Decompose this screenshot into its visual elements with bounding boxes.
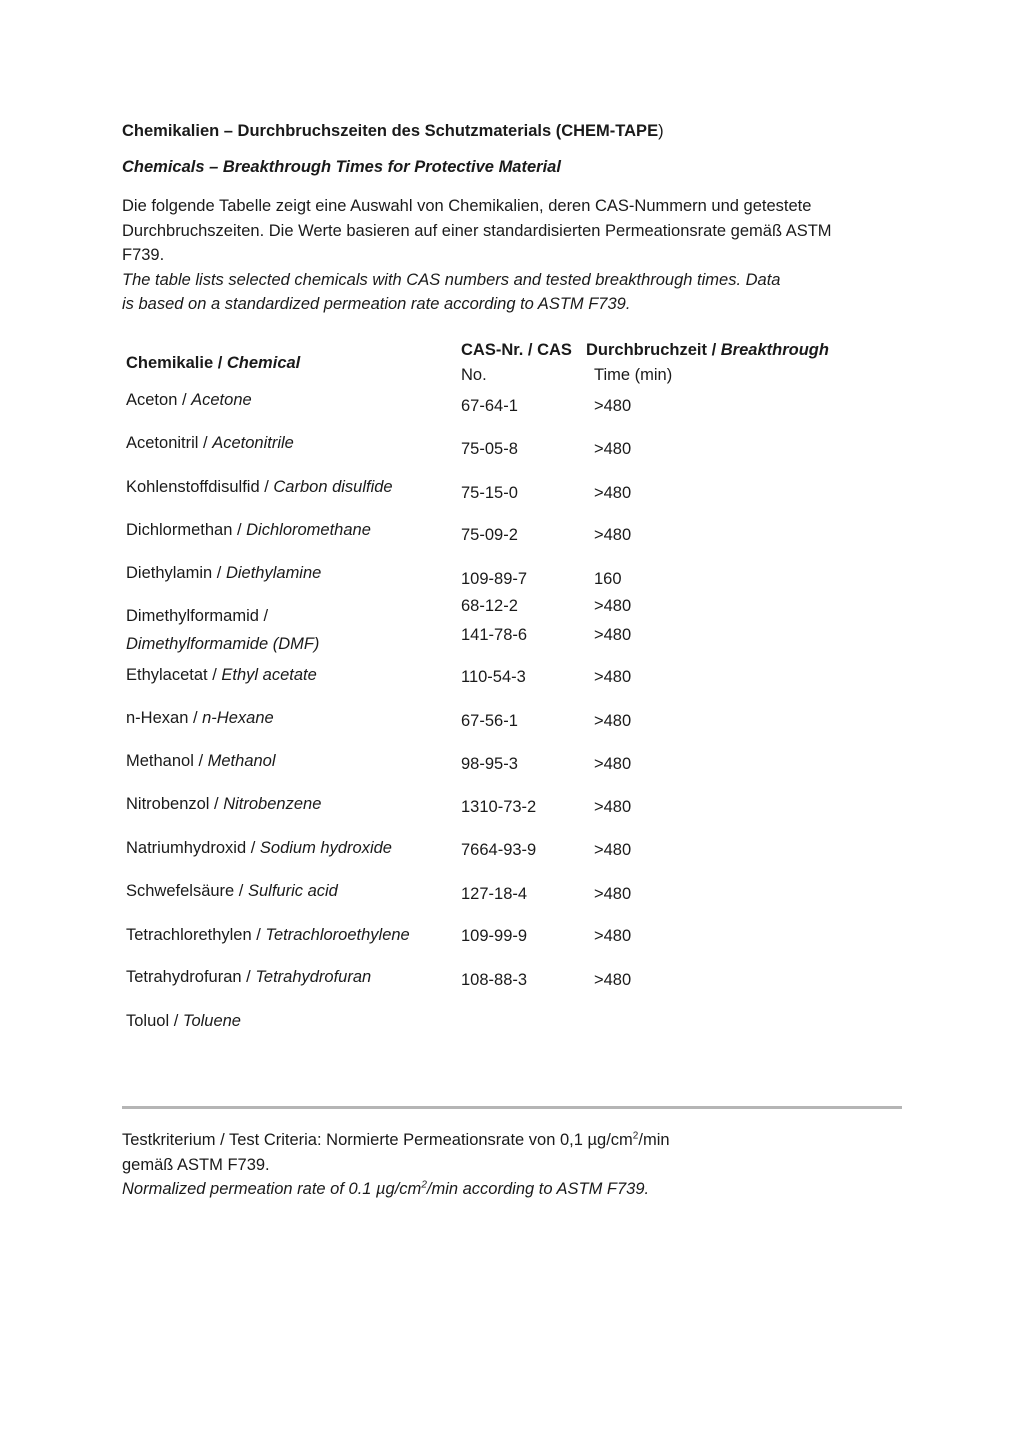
footer-line-3-text: Normalized permeation rate of 0.1 µg/cm: [122, 1180, 422, 1198]
row-time: >480: [594, 397, 632, 415]
row-cas: 109-89-7: [461, 570, 528, 588]
row-cas: 110-54-3: [461, 668, 526, 686]
chemical-en: Sodium hydroxide: [259, 839, 392, 857]
row-chemical-name: [126, 521, 371, 540]
row-chemical-name: [126, 926, 410, 945]
chemical-de: Schwefelsäure /: [126, 882, 248, 900]
chemical-de: Tetrahydrofuran /: [126, 968, 256, 986]
row-cas: 67-56-1: [461, 712, 518, 730]
row-cas: 127-18-4: [461, 885, 528, 903]
row-cas: 98-95-3: [461, 755, 518, 773]
row-time: >480: [594, 971, 632, 989]
row-time: >480: [594, 626, 632, 644]
row-chemical-name-de: Dimethylformamid /: [126, 607, 269, 625]
footer-line-1-unit: /min: [638, 1131, 670, 1149]
row-cas: 141-78-6: [461, 626, 528, 644]
header-time-de: Durchbruchzeit /: [586, 341, 721, 359]
chemical-en: Tetrachloroethylene: [265, 926, 410, 944]
row-cas: 7664-93-9: [461, 841, 537, 859]
footer-line-1-sup: 2: [632, 1130, 639, 1142]
intro-de-line: F739.: [122, 246, 165, 264]
document-title: [122, 122, 664, 141]
chemical-en: Tetrahydrofuran: [255, 968, 372, 986]
footer-line-3-sup: 2: [421, 1179, 427, 1191]
chemical-en: Sulfuric acid: [247, 882, 338, 900]
header-time-en: Breakthrough: [720, 341, 829, 359]
header-cas: CAS-Nr. / CAS: [461, 341, 572, 359]
row-chemical-name: [126, 434, 294, 453]
row-time: >480: [594, 755, 632, 773]
title-paren: ): [658, 122, 664, 140]
intro-de-line: Durchbruchszeiten. Die Werte basieren auf einer standardisierten Permeationsrate gemäß ASTM: [122, 221, 832, 240]
chemical-de: Aceton /: [126, 391, 192, 409]
chemical-de: Kohlenstoffdisulfid /: [126, 478, 274, 496]
row-chemical-name: [126, 1012, 241, 1031]
header-chemical: [126, 354, 300, 373]
row-chemical-name: [126, 968, 371, 987]
row-time: >480: [594, 798, 632, 816]
chemical-de: Acetonitril /: [126, 434, 213, 452]
row-cas: 109-99-9: [461, 927, 528, 945]
footer-line-3: [122, 1177, 670, 1202]
row-cas: 108-88-3: [461, 971, 528, 989]
footer-line-1: [122, 1128, 670, 1153]
title-main: Chemikalien – Durchbruchszeiten des Schutzmaterials (CHEM-TAPE: [122, 122, 659, 140]
header-time-line2: Time (min): [594, 366, 673, 384]
row-chemical-name: [126, 564, 321, 583]
row-time: 160: [594, 570, 622, 588]
row-chemical-name: [126, 882, 338, 901]
row-time: >480: [594, 484, 632, 502]
row-time: >480: [594, 927, 632, 945]
row-chemical-name: [126, 752, 276, 771]
chemical-en: Carbon disulfide: [273, 478, 393, 496]
chemical-en: Nitrobenzene: [223, 795, 322, 813]
chemical-en: n-Hexane: [202, 709, 274, 727]
row-chemical-name: [126, 839, 392, 858]
row-chemical-name: [126, 391, 252, 410]
intro-de-line: Die folgende Tabelle zeigt eine Auswahl von Chemikalien, deren CAS-Nummern und getestete: [122, 197, 812, 215]
row-time: >480: [594, 841, 632, 859]
row-cas: 67-64-1: [461, 397, 518, 415]
intro-german: [122, 194, 832, 317]
row-cas: 75-05-8: [461, 440, 518, 458]
row-cas: 1310-73-2: [461, 798, 537, 816]
chemical-en: Toluene: [182, 1012, 241, 1030]
footer-line-1-text: Testkriterium / Test Criteria: Normierte Permeationsrate von 0,1 µg/cm: [122, 1131, 633, 1149]
chemical-de: Ethylacetat /: [126, 666, 222, 684]
row-time: >480: [594, 440, 632, 458]
header-cas-line2: No.: [461, 366, 487, 384]
row-cas: 68-12-2: [461, 597, 518, 615]
footer-note: [122, 1128, 670, 1202]
chemical-en: Dichloromethane: [246, 521, 371, 539]
row-cas: 75-15-0: [461, 484, 518, 502]
chemical-en: Ethyl acetate: [221, 666, 317, 684]
row-cas: 75-09-2: [461, 526, 518, 544]
intro-en-line: The table lists selected chemicals with CAS numbers and tested breakthrough times. Data: [122, 270, 781, 289]
chemical-en: Methanol: [207, 752, 276, 770]
row-chemical-name: [126, 666, 317, 685]
header-time: [586, 341, 829, 360]
row-time: >480: [594, 712, 632, 730]
chemical-de: Dichlormethan /: [126, 521, 247, 539]
chemical-en: Diethylamine: [225, 564, 322, 582]
chemical-en: Acetonitrile: [212, 434, 294, 452]
chemical-en: Acetone: [191, 391, 252, 409]
chemical-de: Methanol /: [126, 752, 208, 770]
document-subtitle: Chemicals – Breakthrough Times for Protective Material: [122, 158, 561, 176]
row-chemical-name: [126, 795, 321, 814]
chemical-de: Nitrobenzol /: [126, 795, 224, 813]
row-chemical-name: [126, 709, 274, 728]
footer-line-2: gemäß ASTM F739.: [122, 1155, 270, 1174]
chemical-de: Diethylamin /: [126, 564, 226, 582]
row-chemical-name-en: Dimethylformamide (DMF): [126, 635, 320, 653]
row-time: >480: [594, 885, 632, 903]
chemical-de: Tetrachlorethylen /: [126, 926, 266, 944]
chemical-de: Toluol /: [126, 1012, 183, 1030]
row-time: >480: [594, 597, 632, 615]
row-time: >480: [594, 526, 632, 544]
row-time: >480: [594, 668, 632, 686]
footer-line-3-unit: /min according to ASTM F739.: [426, 1180, 650, 1198]
chemical-de: n-Hexan /: [126, 709, 203, 727]
header-chemical-en: Chemical: [226, 354, 301, 372]
header-chemical-de: Chemikalie /: [126, 354, 227, 372]
intro-en-line: is based on a standardized permeation rate according to ASTM F739.: [122, 295, 631, 313]
row-chemical-name: [126, 478, 393, 497]
footer-divider: [122, 1106, 902, 1109]
chemical-de: Natriumhydroxid /: [126, 839, 260, 857]
